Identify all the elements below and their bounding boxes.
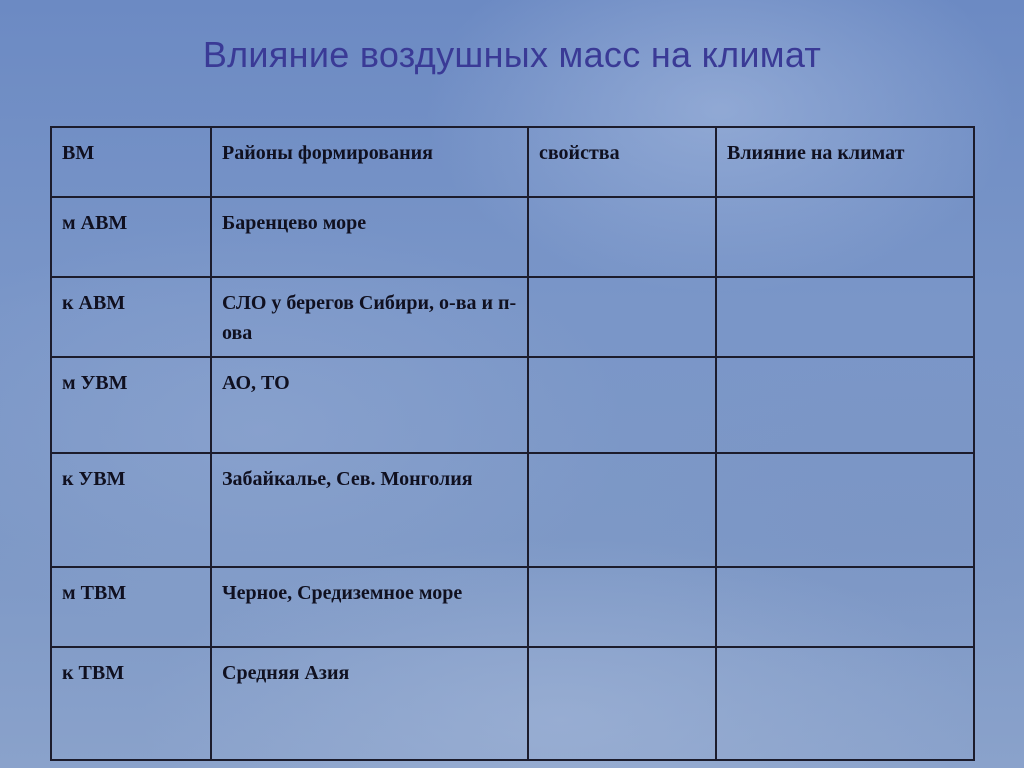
- slide-title: Влияние воздушных масс на климат: [202, 34, 822, 75]
- cell-region: Средняя Азия: [211, 647, 528, 760]
- cell-properties: [528, 277, 716, 357]
- table-row: [51, 197, 974, 277]
- cell-influence: [716, 197, 974, 277]
- cell-vm: к АВМ: [51, 277, 211, 357]
- cell-influence: [716, 567, 974, 647]
- table-row: [51, 453, 974, 567]
- cell-properties: [528, 647, 716, 760]
- cell-properties: [528, 197, 716, 277]
- header-vm: ВМ: [51, 127, 211, 197]
- cell-region: СЛО у берегов Сибири, о-ва и п-ова: [211, 277, 528, 357]
- air-masses-table: [50, 126, 975, 761]
- cell-vm: к УВМ: [51, 453, 211, 567]
- table-row: [51, 647, 974, 760]
- table-row: [51, 277, 974, 357]
- cell-properties: [528, 357, 716, 453]
- cell-region: Забайкалье, Сев. Монголия: [211, 453, 528, 567]
- table-header-row: [51, 127, 974, 197]
- cell-region: Черное, Средиземное море: [211, 567, 528, 647]
- cell-region: Баренцево море: [211, 197, 528, 277]
- cell-region: АО, ТО: [211, 357, 528, 453]
- table-row: [51, 567, 974, 647]
- cell-influence: [716, 453, 974, 567]
- cell-vm: м АВМ: [51, 197, 211, 277]
- cell-vm: к ТВМ: [51, 647, 211, 760]
- header-regions: Районы формирования: [211, 127, 528, 197]
- header-climate-influence: Влияние на климат: [716, 127, 974, 197]
- header-properties: свойства: [528, 127, 716, 197]
- cell-influence: [716, 357, 974, 453]
- cell-vm: м ТВМ: [51, 567, 211, 647]
- cell-properties: [528, 567, 716, 647]
- cell-properties: [528, 453, 716, 567]
- cell-vm: м УВМ: [51, 357, 211, 453]
- cell-influence: [716, 647, 974, 760]
- cell-influence: [716, 277, 974, 357]
- table-row: [51, 357, 974, 453]
